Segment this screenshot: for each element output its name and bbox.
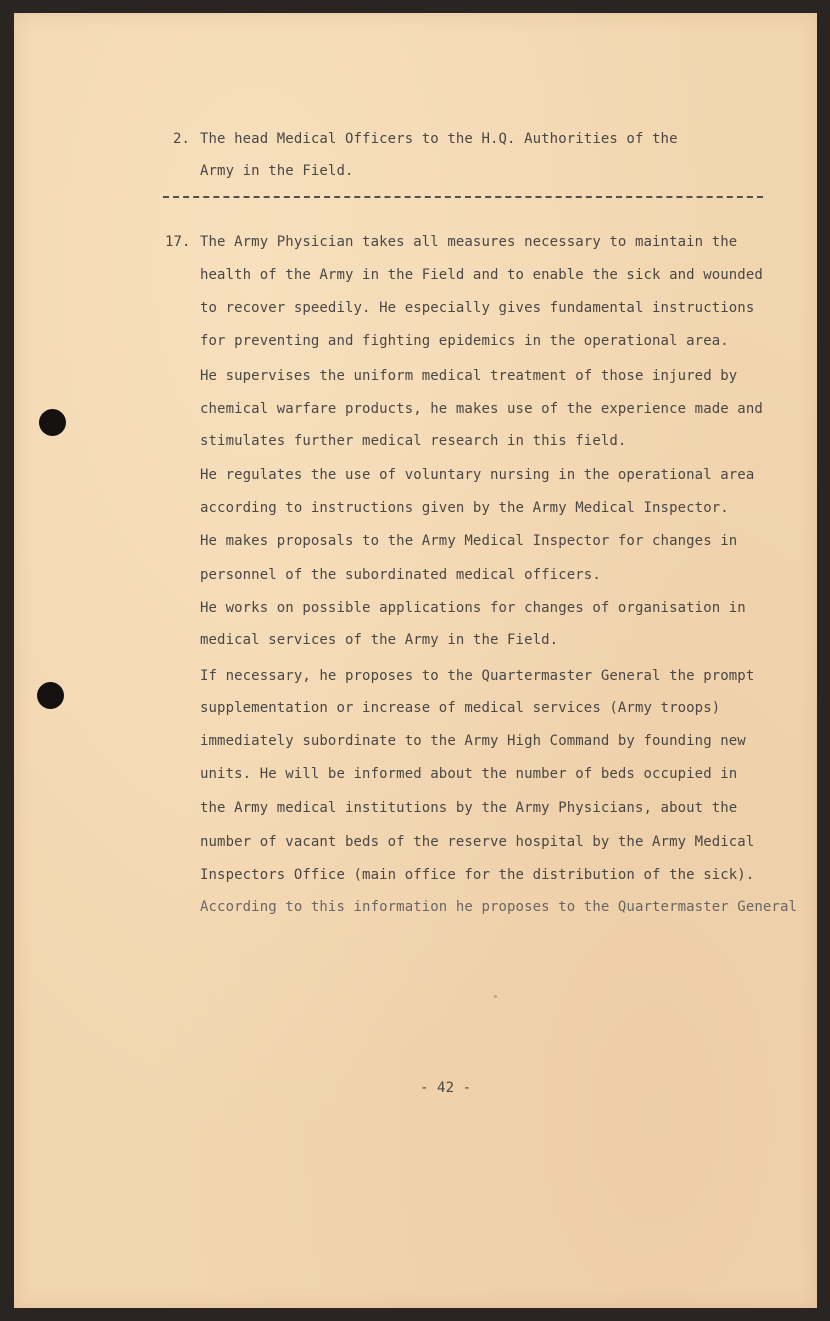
paper-speck — [494, 995, 497, 998]
item-17-line-16: immediately subordinate to the Army High Command by founding new — [200, 733, 746, 749]
item-17-line-5: He supervises the uniform medical treatment of those injured by — [200, 368, 738, 384]
item-17-line-7: stimulates further medical research in this field. — [200, 433, 627, 449]
dashed-separator — [163, 196, 763, 198]
item-17-line-9: according to instructions given by the Army Medical Inspector. — [200, 500, 729, 516]
item-17-line-19: number of vacant beds of the reserve hospital by the Army Medical — [200, 834, 755, 850]
item-17-line-8: He regulates the use of voluntary nursing in the operational area — [200, 467, 755, 483]
item-17-line-21: According to this information he proposes to the Quartermaster General — [200, 899, 798, 915]
item-17-line-11: personnel of the subordinated medical officers. — [200, 567, 601, 583]
punch-hole-bottom — [37, 682, 64, 709]
item-2-line-2: Army in the Field. — [200, 163, 354, 179]
item-17-line-12: He works on possible applications for changes of organisation in — [200, 600, 746, 616]
item-17-line-18: the Army medical institutions by the Army Physicians, about the — [200, 800, 738, 816]
item-17-line-6: chemical warfare products, he makes use of the experience made and — [200, 401, 763, 417]
item-17-line-4: for preventing and fighting epidemics in the operational area. — [200, 333, 729, 349]
item-17-number: 17. — [165, 234, 191, 250]
item-17-line-2: health of the Army in the Field and to enable the sick and wounded — [200, 267, 763, 283]
item-17-line-20: Inspectors Office (main office for the distribution of the sick). — [200, 867, 755, 883]
item-17-line-3: to recover speedily. He especially gives fundamental instructions — [200, 300, 755, 316]
item-17-line-14: If necessary, he proposes to the Quartermaster General the prompt — [200, 668, 755, 684]
page-number: - 42 - — [420, 1080, 472, 1096]
item-17-line-1: The Army Physician takes all measures necessary to maintain the — [200, 234, 738, 250]
item-17-line-13: medical services of the Army in the Field. — [200, 632, 559, 648]
document-page — [14, 13, 817, 1308]
item-17-line-17: units. He will be informed about the number of beds occupied in — [200, 766, 738, 782]
item-17-line-10: He makes proposals to the Army Medical Inspector for changes in — [200, 533, 738, 549]
item-2-line-1: The head Medical Officers to the H.Q. Authorities of the — [200, 131, 678, 147]
punch-hole-top — [39, 409, 66, 436]
item-17-line-15: supplementation or increase of medical services (Army troops) — [200, 700, 721, 716]
item-2-number: 2. — [173, 131, 191, 147]
